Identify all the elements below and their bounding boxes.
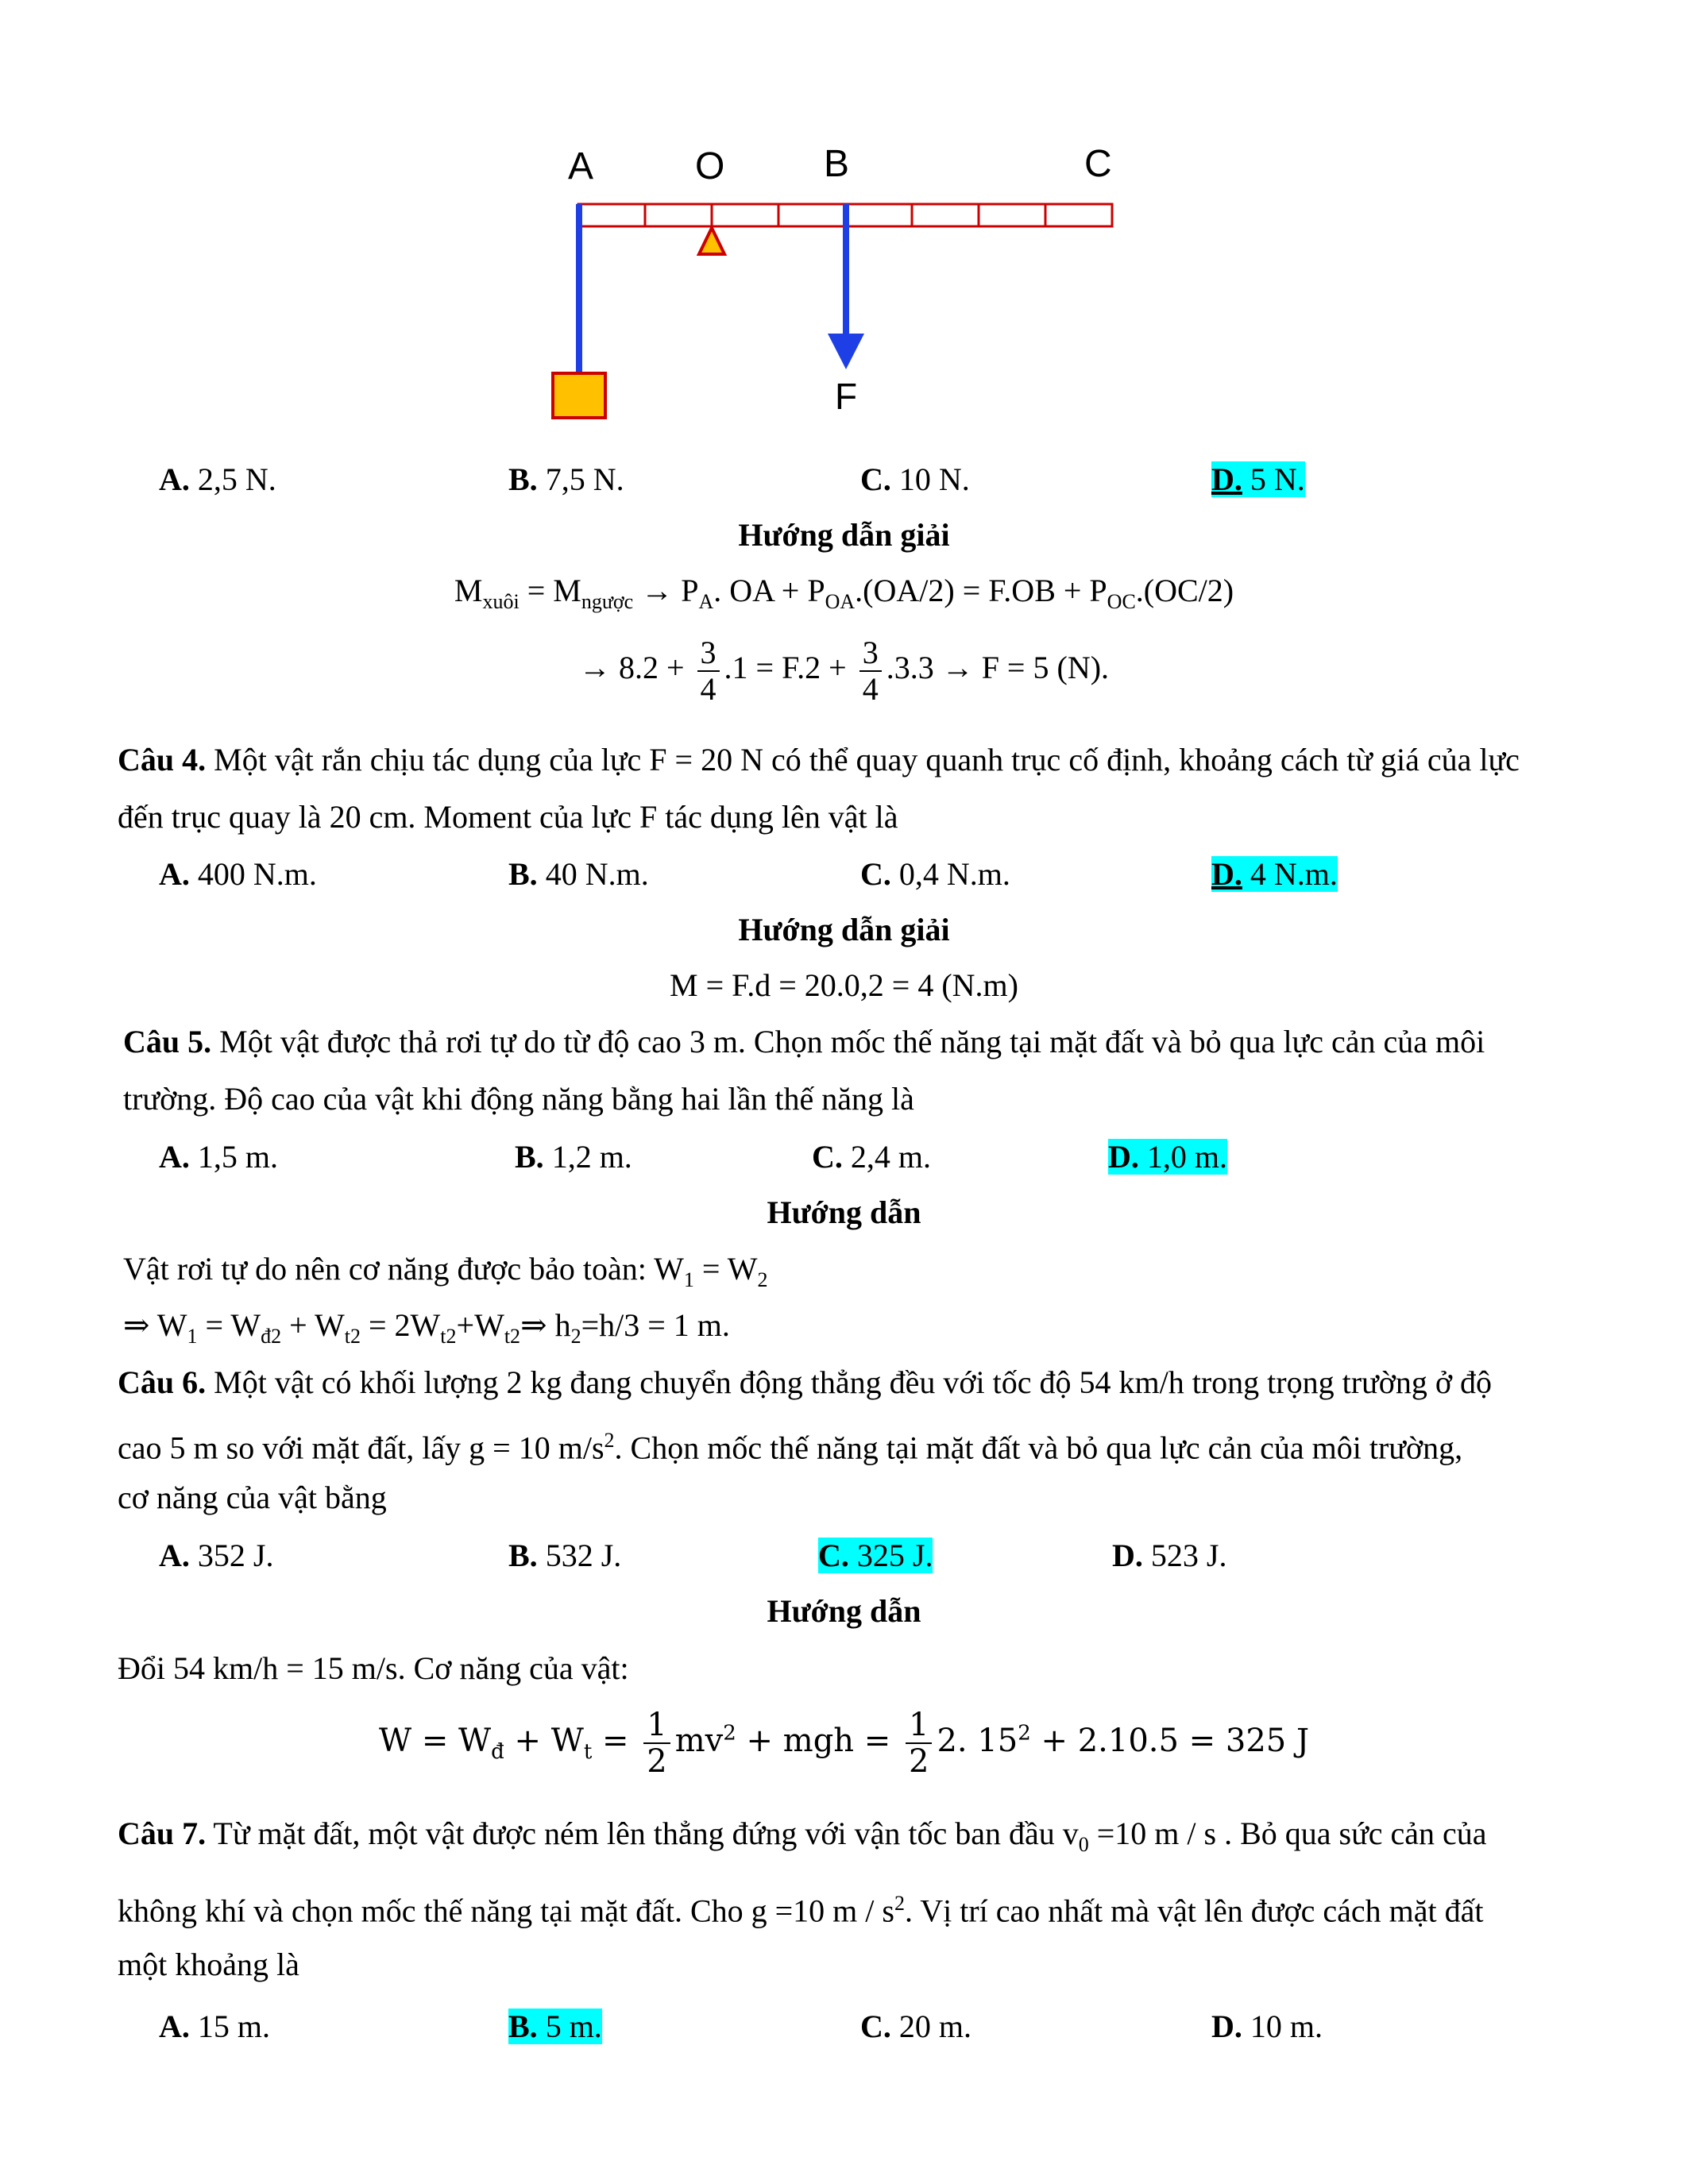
force-arrow-f <box>828 204 864 369</box>
q6-option-b[interactable]: B. 532 J. <box>508 1538 622 1573</box>
label-f: F <box>835 376 858 417</box>
q5-solution-line1: Vật rơi tự do nên cơ năng được bảo toàn: $W_1 = W_2$ <box>123 1251 768 1291</box>
q3-option-b[interactable] <box>508 461 624 499</box>
hanging-weight <box>553 373 605 418</box>
q6-option-c[interactable]: C. 325 J. <box>818 1538 933 1573</box>
q7-option-a[interactable]: A. 15 m. <box>159 2008 271 2044</box>
option-text: 5 N. <box>1242 461 1305 497</box>
q4-option-b[interactable]: B. 40 N.m. <box>508 856 649 892</box>
q4-text-line1: Câu 4. Một vật rắn chịu tác dụng của lực F = 20 N có thể quay quanh trục cố định, khoảng cách từ giá của lực <box>118 742 1520 778</box>
q5-option-b[interactable]: B. 1,2 m. <box>515 1139 632 1175</box>
q4-solution: M = F.d = 20.0,2 = 4 (N.m) <box>670 967 1018 1003</box>
q6-solution-formula: $W = W_đ + W_t$ = $\frac{1}{2}$ $mv^2$ + mgh = $\frac{1}{2}$ 2. $15^2 + 2.10.5 = 325$ J <box>378 1707 1309 1780</box>
q7-text-line3: một khoảng là <box>118 1947 299 1982</box>
q3-equation-1: $M_{xuôi} = M_{ngược} \to P_A$. OA + $P_{OA}.(OA/2) = F.OB + P_{OC}.(OC/2)$ <box>454 573 1234 613</box>
rope-a <box>576 204 582 375</box>
q5-guide-title: Hướng dẫn <box>767 1194 921 1230</box>
q6-guide-title: Hướng dẫn <box>767 1593 921 1629</box>
q3-equation-2: → 8.2 + $\frac{3}{4}$ .1 = F.2 + $\frac{3}{4}$ .3.3 → F = 5 (N). <box>578 635 1110 707</box>
q7-text-line2: không khí và chọn mốc thế năng tại mặt đất. Cho g =10 m / $s^2$. Vị trí cao nhất mà vật lên được cách mặt đất <box>118 1892 1484 1929</box>
pivot-triangle <box>699 228 724 254</box>
label-a: A <box>568 145 594 187</box>
q5-text-line2: trường. Độ cao của vật khi động năng bằng hai lần thế năng là <box>123 1081 914 1117</box>
q4-text-line2: đến trục quay là 20 cm. Moment của lực F tác dụng lên vật là <box>118 799 898 835</box>
q4-option-c[interactable]: C. 0,4 N.m. <box>860 856 1010 892</box>
q6-solution-line1: Đổi 54 km/h = 15 m/s. Cơ năng của vật: <box>118 1650 629 1686</box>
q5-solution-line2: ⇒ $W_1 = W_{đ2} + W_{t2}$ = $2W_{t2}+W_{t2}\Rightarrow$ $h_2=h/3 = 1$ m. <box>123 1307 730 1348</box>
option-text: 2,5 N. <box>189 461 276 497</box>
q7-option-b[interactable]: B. 5 m. <box>508 2008 602 2044</box>
option-text: 7,5 N. <box>537 461 624 497</box>
q7-option-d[interactable]: D. 10 m. <box>1211 2008 1323 2044</box>
option-text: 10 N. <box>890 461 970 497</box>
q6-text-line2: cao 5 m so với mặt đất, lấy g = 10 $m/s^2$. Chọn mốc thế năng tại mặt đất và bỏ qua lực cản của môi trường, <box>118 1429 1463 1466</box>
q3-guide-title: Hướng dẫn giải <box>738 517 950 553</box>
q6-text-line3: cơ năng của vật bằng <box>118 1480 387 1515</box>
q6-text-line1: Câu 6. Một vật có khối lượng 2 kg đang chuyển động thẳng đều với tốc độ 54 km/h trong trọng trường ở độ <box>118 1364 1493 1400</box>
option-letter: B. <box>508 461 538 497</box>
q5-option-a[interactable]: A. 1,5 m. <box>159 1139 279 1175</box>
label-c: C <box>1084 143 1112 185</box>
q5-option-c[interactable]: C. 2,4 m. <box>812 1139 932 1175</box>
option-letter: D. <box>1211 461 1242 497</box>
q7-option-c[interactable]: C. 20 m. <box>860 2008 972 2044</box>
q4-guide-title: Hướng dẫn giải <box>738 912 950 947</box>
label-o: O <box>695 145 725 187</box>
q6-option-a[interactable]: A. 352 J. <box>159 1538 274 1573</box>
q7-text-line1: Câu 7. Từ mặt đất, một vật được ném lên thẳng đứng với vận tốc ban đầu $v_0 =10$ m / s . Bỏ qua sức cản của <box>118 1815 1487 1856</box>
q3-option-a[interactable] <box>159 461 276 499</box>
option-letter: C. <box>860 461 891 497</box>
q3-option-d[interactable] <box>1211 461 1305 499</box>
q5-text-line1: Câu 5. Một vật được thả rơi tự do từ độ cao 3 m. Chọn mốc thế năng tại mặt đất và bỏ qua lực cản của môi <box>123 1024 1485 1059</box>
lever-diagram <box>540 143 1128 429</box>
q5-option-d[interactable]: D. 1,0 m. <box>1108 1139 1228 1175</box>
q3-option-c[interactable] <box>860 461 970 499</box>
q4-option-a[interactable]: A. 400 N.m. <box>159 856 317 892</box>
q6-option-d[interactable]: D. 523 J. <box>1112 1538 1227 1573</box>
q4-option-d[interactable]: D. 4 N.m. <box>1211 856 1338 892</box>
option-letter: A. <box>159 461 190 497</box>
label-b: B <box>824 143 850 185</box>
